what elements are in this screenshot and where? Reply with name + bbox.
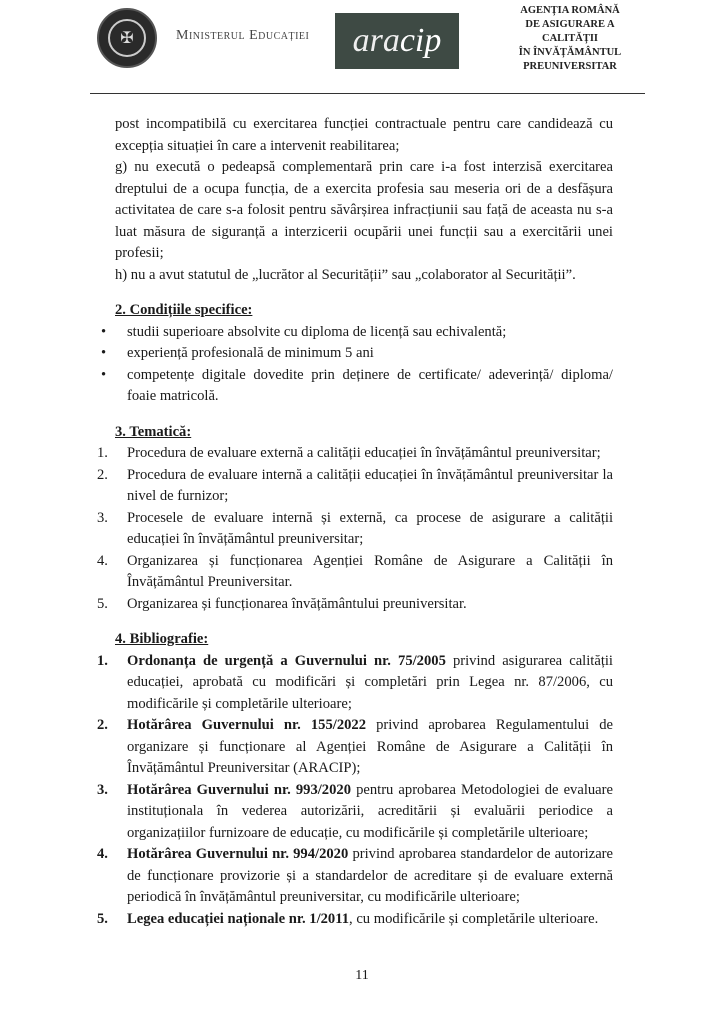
section-heading: 3. Tematică:: [115, 423, 192, 440]
item-text: privind asigurarea calității educației, aprobată cu modificări și completări prin Legea nr. 87/2006, cu modificările și completările ulterioare;: [127, 652, 613, 712]
header-divider: [90, 93, 645, 94]
topic-item: [97, 551, 613, 594]
item-text: Procedura de evaluare externă a calității educației în învățământul preuniversitar;: [127, 445, 601, 461]
document-body: [97, 114, 614, 930]
bibliography-item: [97, 909, 613, 931]
item-text: Organizarea și funcționarea Agenției Române de Asigurare a Calității în Învățământul Preuniversitar.: [127, 552, 613, 590]
ministry-name: Ministerul Educației: [176, 28, 310, 43]
item-number: 3.: [97, 509, 108, 526]
item-number: 3.: [97, 781, 108, 798]
bullet-item: • experiență profesională de minimum 5 ani: [115, 343, 613, 365]
paragraph: h) nu a avut statutul de „lucrător al Securității” sau „colaborator al Securității”.: [115, 266, 576, 283]
letterhead: [0, 0, 724, 100]
item-title: Ordonanța de urgență a Guvernului nr. 75/2005: [127, 652, 446, 669]
agency-line: DE ASIGURARE A: [525, 19, 615, 30]
item-title: Hotărârea Guvernului nr. 993/2020: [127, 781, 351, 798]
item-text: privind aprobarea standardelor de autorizare de funcționare provizorie și a standardelor de acreditare și de evaluare externă periodică în învățământul preuniversitar, cu modificările ulterioare;: [127, 846, 614, 905]
item-number: 4.: [97, 552, 108, 569]
agency-line: PREUNIVERSITAR: [523, 61, 617, 72]
item-number: 1.: [97, 652, 108, 669]
bibliography-item: [97, 844, 614, 909]
item-text: Procedura de evaluare internă a calității educației în învățământul preuniversitar la nivel de furnizor;: [127, 466, 613, 504]
bibliography-item: [97, 715, 613, 780]
section-heading: 4. Bibliografie:: [115, 631, 209, 647]
page-number: 11: [355, 968, 369, 983]
paragraph: post incompatibilă cu exercitarea funcției contractuale pentru care candidează cu excepția situației în care a intervenit reabilitarea;: [115, 116, 613, 154]
item-number: 5.: [97, 595, 108, 612]
item-number: 2.: [97, 717, 108, 733]
item-title: Legea educației naționale nr. 1/2011: [127, 910, 350, 927]
item-text: Procesele de evaluare internă și externă, ca procese de asigurare a calității educației în învățământul preuniversitar;: [127, 509, 613, 547]
agency-line: ÎN ÎNVĂȚĂMÂNTUL: [518, 47, 622, 58]
government-seal-icon: ✠: [97, 8, 157, 68]
agency-name: [480, 4, 660, 74]
item-number: 1.: [97, 445, 108, 461]
bullet-list: [115, 322, 613, 408]
item-title: Hotărârea Guvernului nr. 155/2022: [127, 717, 367, 733]
item-text: privind aprobarea Regulamentului de organizare și funcționare al Agenției Române de Asigurare a Calității în Învățământul Preuniversitar (ARACIP);: [127, 717, 613, 776]
topic-item: [97, 465, 613, 508]
agency-line: AGENȚIA ROMÂNĂ: [520, 5, 620, 16]
bullet-item: • competențe digitale dovedite prin deținere de certificate/ adeverință/ diploma/ foaie matricolă.: [115, 365, 613, 408]
bibliography-item: [97, 780, 613, 845]
paragraph: g) nu execută o pedeapsă complementară prin care i-a fost interzisă exercitarea dreptului de a ocupa funcția, de a exercita profesia sau meseria ori de a desfășura activitatea de care s-a folosit pentru săvârșirea infracțiunii sau față de aceasta nu s-a luat măsura de siguranță a interzicerii ocupării unei funcții sau a exercitării unei profesii;: [115, 159, 613, 261]
item-text: Organizarea și funcționarea învățământului preuniversitar.: [127, 595, 467, 612]
numbered-list: [97, 443, 613, 615]
bibliography-list: [97, 651, 614, 931]
item-number: 2.: [97, 466, 108, 483]
item-number: 5.: [97, 910, 108, 927]
section-heading: 2. Condițiile specifice:: [115, 302, 253, 318]
item-number: 4.: [97, 846, 108, 862]
topic-item: [97, 508, 613, 551]
agency-line: CALITĂȚII: [541, 33, 599, 44]
bullet-item: • studii superioare absolvite cu diploma de licență sau echivalentă;: [115, 322, 613, 344]
topic-item: [97, 443, 613, 465]
item-title: Hotărârea Guvernului nr. 994/2020: [127, 846, 349, 862]
bibliography-item: [97, 651, 613, 716]
topic-item: [97, 594, 613, 616]
aracip-logo: aracip: [335, 13, 459, 69]
item-text: pentru aprobarea Metodologiei de evaluare instituționala în vederea autorizării, acreditării și evaluării periodice a organizațiilor furnizoare de educație, cu modificările și completările ulterioare;: [127, 781, 613, 841]
item-text: , cu modificările și completările ulterioare.: [349, 910, 599, 927]
